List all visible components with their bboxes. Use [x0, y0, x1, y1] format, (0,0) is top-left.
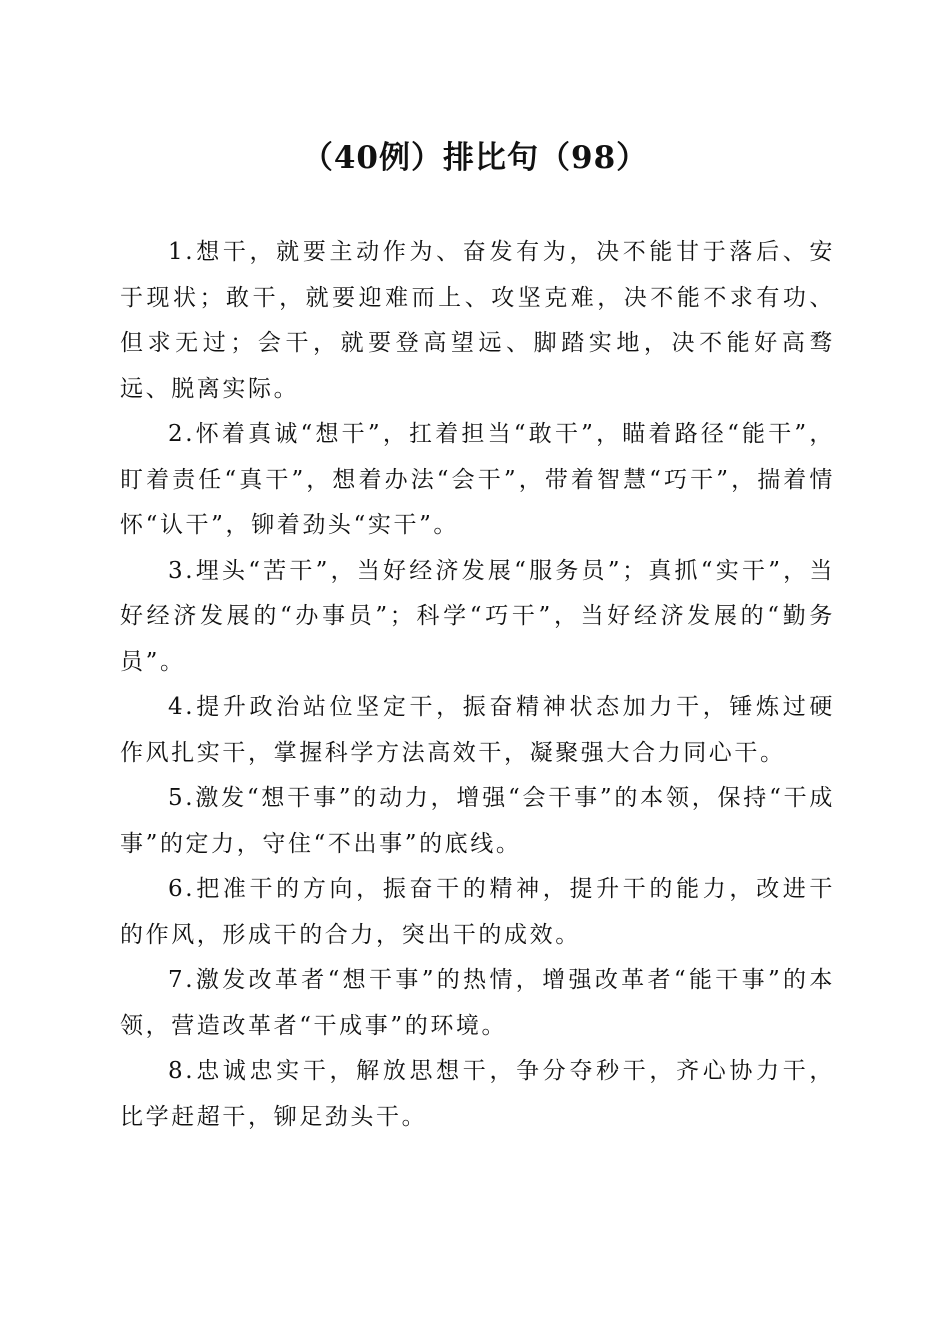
- document-body: [120, 230, 835, 1140]
- document-title: （40例）排比句（98）: [301, 140, 649, 176]
- paragraph-2: 2.怀着真诚“想干”，扛着担当“敢干”，瞄着路径“能干”，盯着责任“真干”，想着办法“会干”，带着智慧“巧干”，揣着情怀“认干”，铆着劲头“实干”。: [120, 421, 835, 538]
- paragraph-8: 8.忠诚忠实干，解放思想干，争分夺秒干，齐心协力干，比学赶超干，铆足劲头干。: [120, 1058, 835, 1130]
- paragraph-4: 4.提升政治站位坚定干，振奋精神状态加力干，锤炼过硬作风扎实干，掌握科学方法高效干，凝聚强大合力同心干。: [120, 694, 835, 766]
- paragraph-5: 5.激发“想干事”的动力，增强“会干事”的本领，保持“干成事”的定力，守住“不出事”的底线。: [120, 785, 835, 857]
- paragraph-6: 6.把准干的方向，振奋干的精神，提升干的能力，改进干的作风，形成干的合力，突出干的成效。: [120, 876, 835, 948]
- paragraph-3: 3.埋头“苦干”，当好经济发展“服务员”；真抓“实干”，当好经济发展的“办事员”；科学“巧干”，当好经济发展的“勤务员”。: [120, 557, 835, 675]
- paragraph-1: 1.想干，就要主动作为、奋发有为，决不能甘于落后、安于现状；敢干，就要迎难而上、攻坚克难，决不能不求有功、但求无过；会干，就要登高望远、脚踏实地，决不能好高骛远、脱离实际。: [120, 239, 835, 402]
- paragraph-7: 7.激发改革者“想干事”的热情，增强改革者“能干事”的本领，营造改革者“干成事”的环境。: [120, 967, 835, 1039]
